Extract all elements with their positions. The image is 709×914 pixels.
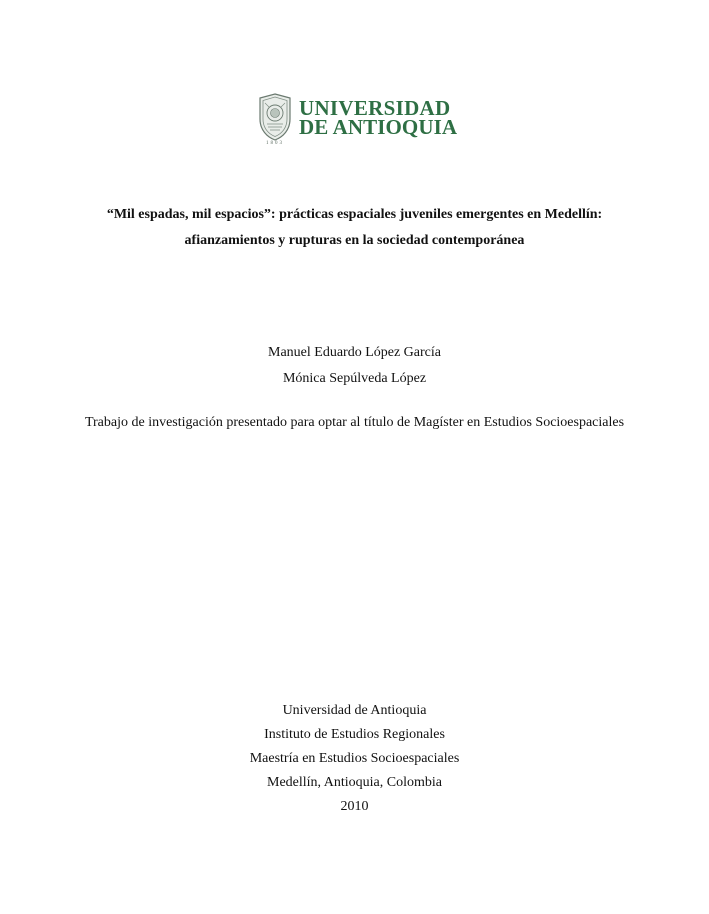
university-seal-icon — [257, 93, 293, 141]
degree-statement-text: Trabajo de investigación presentado para optar al título de Magíster en Estudios Socioespaciales — [84, 415, 625, 430]
authors — [0, 340, 709, 392]
title-line-2: afianzamientos y rupturas en la sociedad contemporánea — [184, 233, 525, 248]
author-1: Manuel Eduardo López García — [268, 345, 441, 360]
institute-name: Instituto de Estudios Regionales — [264, 727, 445, 742]
university-name: Universidad de Antioquia — [282, 703, 427, 718]
wordmark-line-2: DE ANTIOQUIA — [299, 115, 458, 139]
wordmark-line-1: UNIVERSIDAD — [299, 96, 451, 120]
title-line-1: “Mil espadas, mil espacios”: prácticas espaciales juveniles emergentes en Medellín: — [106, 207, 603, 222]
thesis-title — [0, 202, 709, 254]
university-wordmark — [299, 96, 458, 139]
location: Medellín, Antioquia, Colombia — [267, 775, 442, 790]
university-logo — [257, 93, 457, 155]
degree-statement — [0, 410, 709, 436]
year: 2010 — [340, 799, 369, 814]
institution-info — [0, 699, 709, 819]
seal-year: 1803 — [266, 141, 284, 146]
program-name: Maestría en Estudios Socioespaciales — [249, 751, 460, 766]
author-2: Mónica Sepúlveda López — [282, 371, 427, 386]
